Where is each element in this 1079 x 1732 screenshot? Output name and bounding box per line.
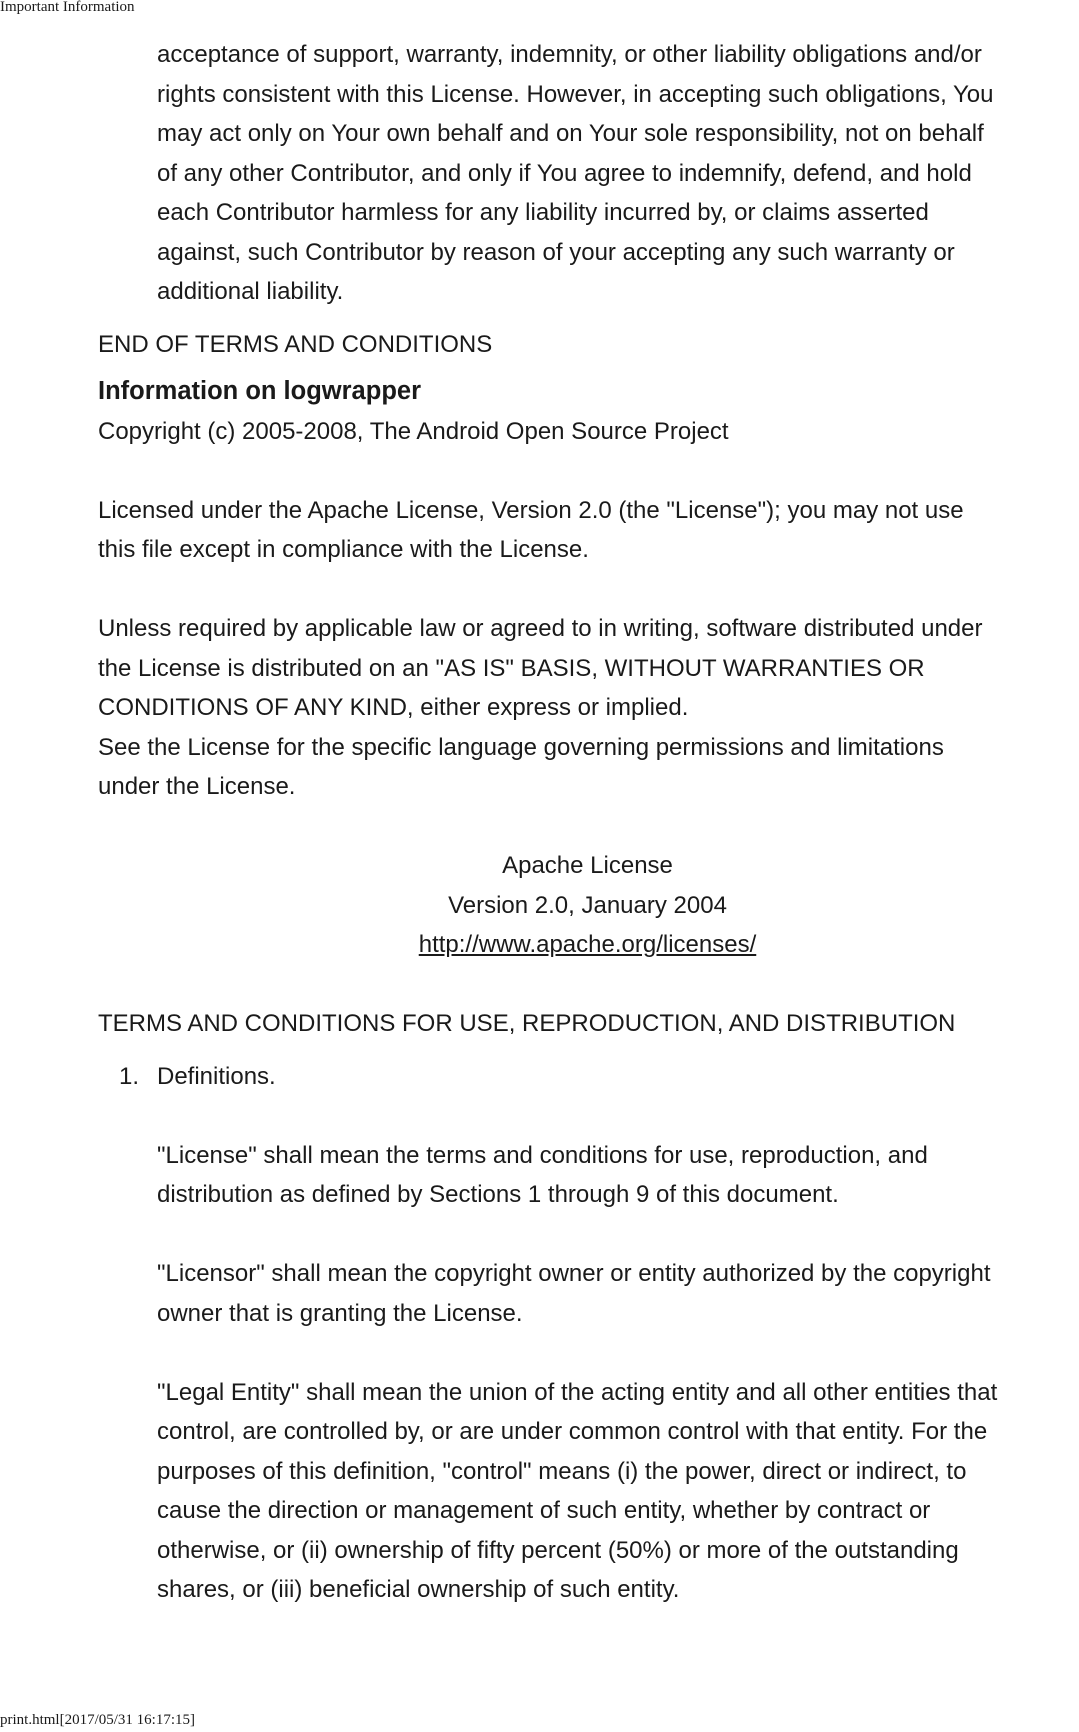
text-line: may act only on Your own behalf and on Your sole responsibility, not on behalf	[157, 120, 984, 147]
text-line: of any other Contributor, and only if You agree to indemnify, defend, and hold	[157, 159, 972, 187]
text-line: the License is distributed on an "AS IS" BASIS, WITHOUT WARRANTIES OR	[98, 654, 925, 682]
spacer	[98, 965, 1079, 1005]
list-number: 1.	[119, 1062, 140, 1090]
text-line: "License" shall mean the terms and conditions for use, reproduction, and	[157, 1141, 928, 1169]
text-line: acceptance of support, warranty, indemnity, or other liability obligations and/or	[157, 41, 982, 68]
text-line: "Licensor" shall mean the copyright owner or entity authorized by the copyright	[157, 1260, 991, 1287]
spacer	[157, 1096, 1079, 1136]
apache-license-link-wrap	[98, 925, 1077, 965]
end-of-terms: END OF TERMS AND CONDITIONS	[98, 330, 493, 358]
spacer	[98, 570, 1079, 610]
definitions-list-item	[98, 1057, 1079, 1610]
text-line: cause the direction or management of such entity, whether by contract or	[157, 1497, 931, 1524]
text-line: distribution as defined by Sections 1 through 9 of this document.	[157, 1181, 839, 1208]
text-line: against, such Contributor by reason of your accepting any such warranty or	[157, 238, 955, 266]
print-footer: print.html[2017/05/31 16:17:15]	[0, 1712, 195, 1728]
text-line: Unless required by applicable law or agreed to in writing, software distributed under	[98, 615, 983, 642]
text-line: control, are controlled by, or are under common control with that entity. For the	[157, 1418, 988, 1445]
text-line: this file except in compliance with the License.	[98, 536, 589, 563]
continued-paragraph	[157, 35, 1079, 312]
text-line: Licensed under the Apache License, Version 2.0 (the "License"); you may not use	[98, 496, 964, 524]
copyright-line: Copyright (c) 2005-2008, The Android Open Source Project	[98, 417, 729, 445]
spacer	[157, 1215, 1079, 1255]
text-line: See the License for the specific language governing permissions and limitations	[98, 733, 944, 761]
spacer	[98, 451, 1079, 491]
apache-license-title: Apache License	[502, 852, 673, 879]
text-line: CONDITIONS OF ANY KIND, either express or implied.	[98, 694, 689, 721]
text-line: each Contributor harmless for any liability incurred by, or claims asserted	[157, 199, 929, 226]
text-line: "Legal Entity" shall mean the union of the acting entity and all other entities that	[157, 1378, 998, 1406]
print-header: Important Information	[0, 0, 135, 15]
spacer	[157, 1333, 1079, 1373]
terms-title: TERMS AND CONDITIONS FOR USE, REPRODUCTION, AND DISTRIBUTION	[98, 1010, 956, 1037]
text-line: additional liability.	[157, 278, 344, 305]
text-line: otherwise, or (ii) ownership of fifty percent (50%) or more of the outstanding	[157, 1536, 959, 1564]
section-heading: Information on logwrapper	[98, 377, 421, 405]
text-line: rights consistent with this License. However, in accepting such obligations, You	[157, 80, 994, 108]
text-line: purposes of this definition, "control" means (i) the power, direct or indirect, to	[157, 1457, 967, 1485]
apache-license-version: Version 2.0, January 2004	[448, 891, 727, 919]
text-line: under the License.	[98, 773, 296, 800]
spacer	[98, 807, 1079, 847]
definitions-title: Definitions.	[157, 1062, 276, 1090]
text-line: shares, or (iii) beneficial ownership of such entity.	[157, 1576, 680, 1603]
text-line: owner that is granting the License.	[157, 1299, 523, 1327]
document-body	[98, 35, 1079, 1610]
apache-license-link[interactable]: http://www.apache.org/licenses/	[418, 931, 757, 958]
